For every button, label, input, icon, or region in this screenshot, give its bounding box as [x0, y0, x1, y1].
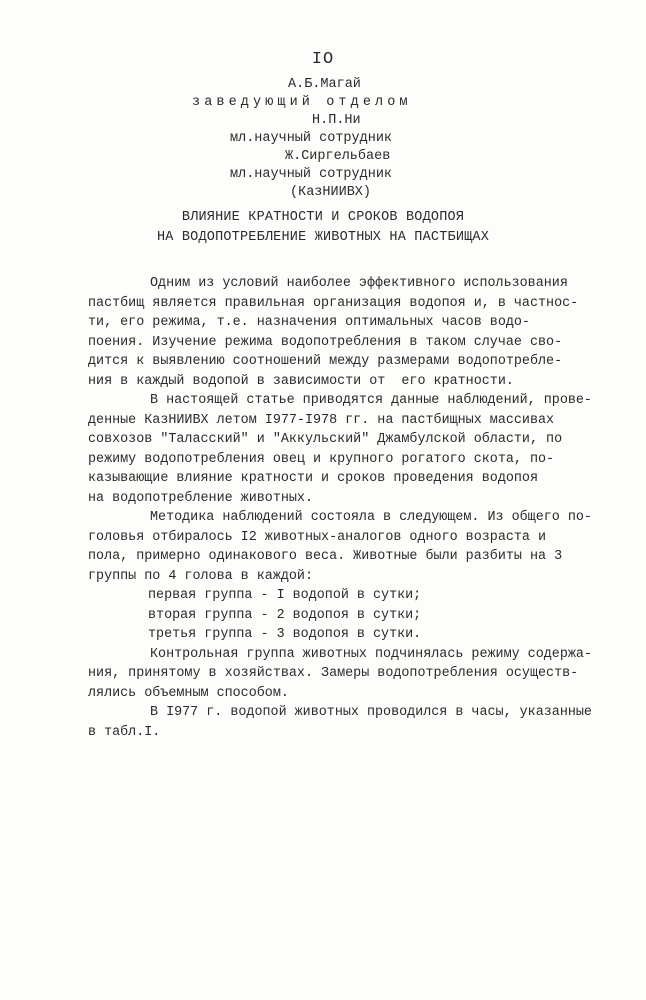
text-line: ния, принятому в хозяйствах. Замеры водопотребления осуществ-: [88, 666, 579, 681]
text-line: на водопотребление животных.: [88, 490, 313, 506]
text-line: В настоящей статье приводятся данные наблюдений, прове-: [150, 393, 592, 408]
text-line: казывающие влияние кратности и сроков проведения водопоя: [88, 471, 538, 486]
list-item: вторая группа - 2 водопоя в сутки;: [148, 607, 422, 623]
text-line: в табл.I.: [88, 724, 161, 740]
text-line: В I977 г. водопой животных проводился в часы, указанные: [150, 705, 592, 720]
article-body: [88, 274, 592, 742]
text-line: совхозов "Таласский" и "Аккульский" Джамбулской области, по: [88, 432, 563, 447]
author-position: мл.научный сотрудник: [230, 131, 393, 146]
author-position: мл.научный сотрудник: [230, 167, 393, 182]
text-line: Одним из условий наиболее эффективного использования: [150, 276, 568, 291]
list-item: третья группа - 3 водопоя в сутки.: [148, 627, 422, 642]
author-name: Н.П.Ни: [312, 113, 361, 128]
list-item: первая группа - I водопой в сутки;: [148, 588, 422, 603]
author-name: Ж.Сиргельбаев: [285, 149, 391, 164]
text-line: Методика наблюдений состояла в следующем. Из общего по-: [150, 510, 592, 525]
text-line: пола, примерно одинакового веса. Животные были разбиты на 3: [88, 549, 563, 564]
title-line: НА ВОДОПОТРЕБЛЕНИЕ ЖИВОТНЫХ НА ПАСТБИЩАХ: [156, 230, 490, 245]
text-line: ния в каждый водопой в зависимости от его кратности.: [88, 373, 514, 389]
text-line: группы по 4 голова в каждой:: [88, 568, 313, 584]
text-line: пастбищ является правильная организация водопоя и, в частнос-: [88, 295, 579, 311]
article-title: [0, 208, 646, 248]
text-line: денные КазНИИВХ летом I977-I978 гг. на пастбищных массивах: [88, 412, 555, 428]
text-line: поения. Изучение режима водопотребления в таком случае сво-: [88, 334, 563, 350]
text-line: режиму водопотребления овец и крупного рогатого скота, по-: [88, 451, 555, 467]
institution: (КазНИИВХ): [290, 185, 372, 200]
text-line: ти, его режима, т.е. назначения оптимальных часов водо-: [88, 315, 530, 330]
page-number: IO: [311, 50, 335, 69]
author-name: А.Б.Магай: [288, 77, 361, 92]
text-line: головья отбиралось I2 животных-аналогов одного возраста и: [88, 529, 547, 545]
text-line: лялись объемным способом.: [88, 685, 289, 701]
text-line: Контрольная группа животных подчинялась режиму содержа-: [150, 646, 592, 662]
text-line: дится к выявлению соотношений между размерами водопотребле-: [88, 354, 563, 369]
title-line: ВЛИЯНИЕ КРАТНОСТИ И СРОКОВ ВОДОПОЯ: [181, 210, 465, 225]
author-position: заведующий отделом: [192, 95, 412, 110]
author-block: [170, 76, 490, 202]
